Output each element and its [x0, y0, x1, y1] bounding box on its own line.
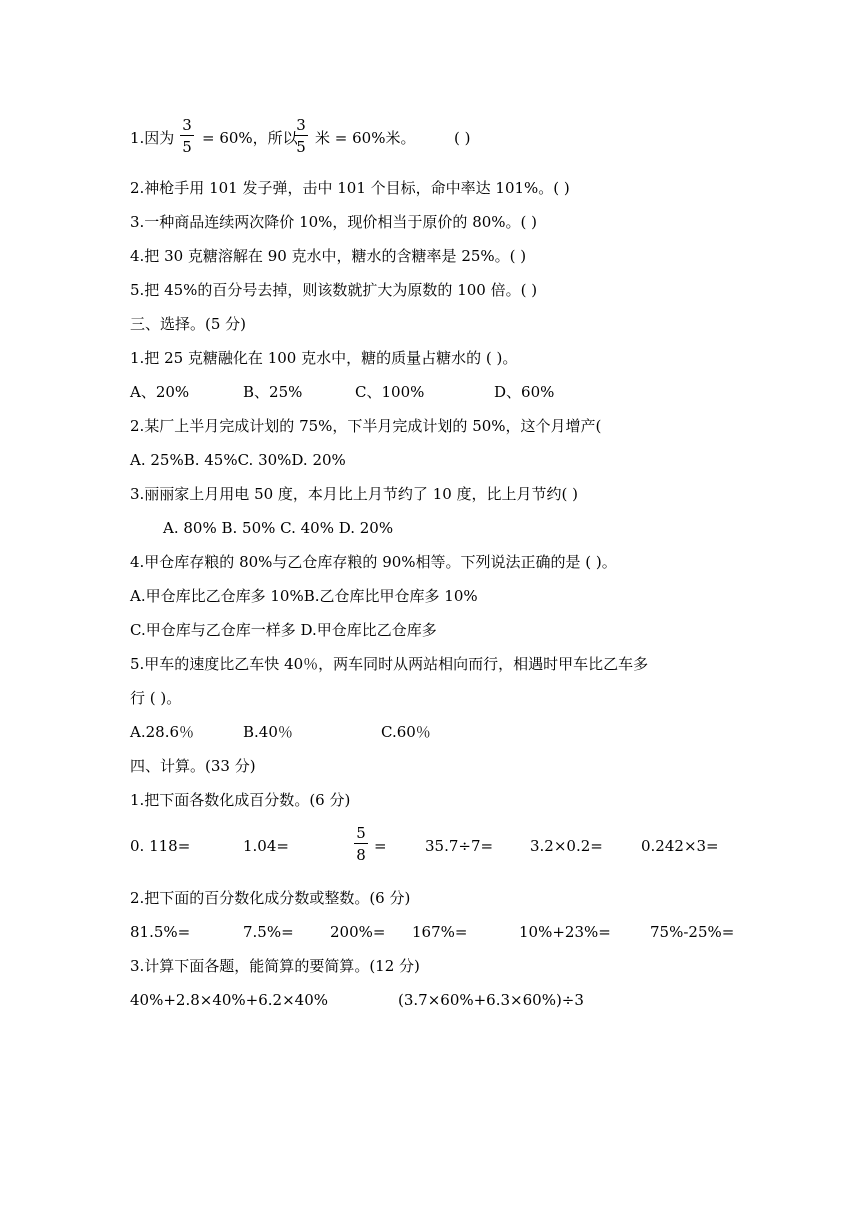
choice-q5-line-2: 行 ( )。 — [130, 689, 182, 707]
calc-s1-frac-numerator: 5 — [354, 824, 368, 844]
choice-q3-options[interactable]: A. 80% B. 50% C. 40% D. 20% — [163, 519, 394, 537]
calc-heading: 四、计算。(33 分) — [130, 757, 256, 775]
choice-q2: 2.某厂上半月完成计划的 75%，下半月完成计划的 50%，这个月增产( — [130, 417, 602, 435]
choice-q1-option-c[interactable]: C、100% — [355, 383, 425, 401]
calc-s1-item-d: 35.7÷7= — [425, 837, 494, 855]
calc-s2-item-3: 200%= — [330, 923, 386, 941]
choice-q1-option-a[interactable]: A、20% — [130, 383, 190, 401]
calc-s1-item-c: = — [374, 837, 387, 855]
calc-s1-frac-denominator: 8 — [356, 846, 366, 864]
tf-q4: 4.把 30 克糖溶解在 90 克水中，糖水的含糖率是 25%。( ) — [130, 247, 527, 265]
tf-q1-answer-blank[interactable]: ( ) — [454, 129, 471, 147]
choice-q2-options[interactable]: A. 25%B. 45%C. 30%D. 20% — [130, 451, 346, 469]
choice-q4: 4.甲仓库存粮的 80%与乙仓库存粮的 90%相等。下列说法正确的是 ( )。 — [130, 553, 617, 571]
choice-q5-option-b[interactable]: B.40％ — [243, 723, 293, 741]
choice-q1-option-b[interactable]: B、25% — [243, 383, 303, 401]
calc-s1-fraction — [354, 824, 368, 864]
tf-q5: 5.把 45%的百分号去掉，则该数就扩大为原数的 100 倍。( ) — [130, 281, 538, 299]
calc-s2-title: 2.把下面的百分数化成分数或整数。(6 分) — [130, 889, 411, 907]
calc-s1-title: 1.把下面各数化成百分数。(6 分) — [130, 791, 351, 809]
tf-q1-frac2-denominator: 5 — [296, 138, 306, 156]
tf-q1-suffix: 米 = 60%米。 — [315, 129, 416, 147]
tf-q3: 3.一种商品连续两次降价 10%，现价相当于原价的 80%。( ) — [130, 213, 538, 231]
choice-q1-option-d[interactable]: D、60% — [494, 383, 555, 401]
choice-q5-line-1: 5.甲车的速度比乙车快 40％，两车同时从两站相向而行，相遇时甲车比乙车多 — [130, 655, 649, 673]
calc-s1-item-e: 3.2×0.2= — [530, 837, 603, 855]
choice-q3: 3.丽丽家上月用电 50 度，本月比上月节约了 10 度，比上月节约( ) — [130, 485, 579, 503]
choice-q5-option-c[interactable]: C.60％ — [381, 723, 431, 741]
choice-q4-options-cd[interactable]: C.甲仓库与乙仓库一样多 D.甲仓库比乙仓库多 — [130, 621, 437, 639]
tf-q1-mid: = 60%，所以 — [202, 129, 298, 147]
choice-q5-option-a[interactable]: A.28.6％ — [130, 723, 194, 741]
tf-q1-frac1-denominator: 5 — [182, 138, 192, 156]
choice-q1: 1.把 25 克糖融化在 100 克水中，糖的质量占糖水的 ( )。 — [130, 349, 518, 367]
tf-q2: 2.神枪手用 101 发子弹，击中 101 个目标，命中率达 101%。( ) — [130, 179, 570, 197]
calc-s2-item-6: 75%-25%= — [650, 923, 735, 941]
calc-s1-item-a: 0. 118= — [130, 837, 191, 855]
tf-q1-fraction-2 — [294, 116, 308, 156]
tf-q1-frac2-numerator: 3 — [294, 116, 308, 136]
calc-s1-item-b: 1.04= — [243, 837, 289, 855]
choice-q4-options-ab[interactable]: A.甲仓库比乙仓库多 10%B.乙仓库比甲仓库多 10% — [130, 587, 478, 605]
calc-s2-item-4: 167%= — [412, 923, 468, 941]
calc-s2-item-5: 10%+23%= — [519, 923, 611, 941]
calc-s3-title: 3.计算下面各题，能简算的要简算。(12 分) — [130, 957, 420, 975]
calc-s3-item-2: (3.7×60%+6.3×60%)÷3 — [398, 991, 584, 1009]
choice-heading: 三、选择。(5 分) — [130, 315, 247, 333]
tf-q1-fraction-1 — [180, 116, 194, 156]
tf-q1-prefix: 1.因为 — [130, 129, 175, 147]
calc-s3-item-1: 40%+2.8×40%+6.2×40% — [130, 991, 329, 1009]
tf-q1-frac1-numerator: 3 — [180, 116, 194, 136]
calc-s2-item-2: 7.5%= — [243, 923, 294, 941]
calc-s1-item-f: 0.242×3= — [641, 837, 719, 855]
calc-s2-item-1: 81.5%= — [130, 923, 191, 941]
